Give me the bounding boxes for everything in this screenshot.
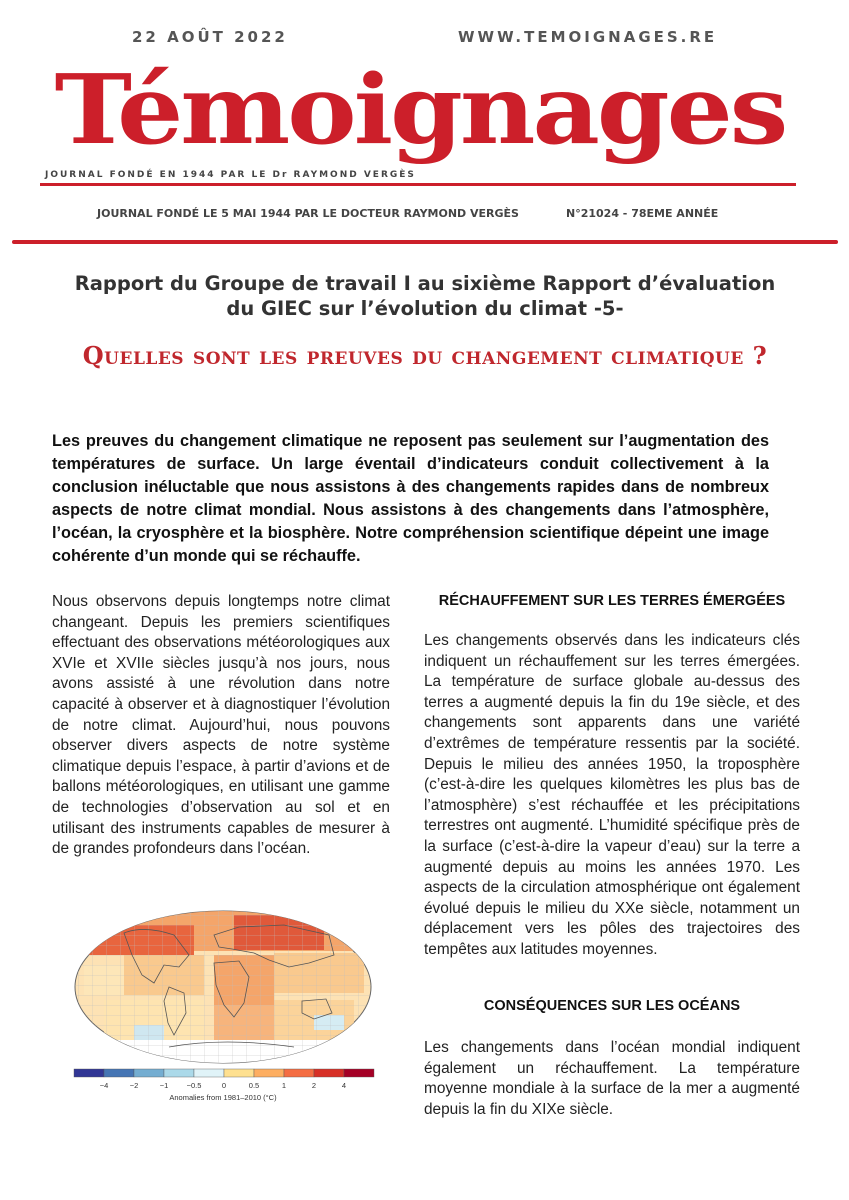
newspaper-logo: Témoignages [54, 52, 786, 166]
issue-number: N°21024 - 78EME ANNÉE [566, 207, 719, 220]
map-legend [74, 1069, 374, 1102]
legend-tick-label: −4 [99, 1081, 109, 1090]
legend-swatch [134, 1069, 164, 1077]
legend-tick-label: −0.5 [186, 1081, 202, 1090]
article-headline: Quelles sont les preuves du changement climatique ? [82, 341, 768, 370]
legend-swatch [344, 1069, 374, 1077]
left-column-text: Nous observons depuis longtemps notre climat changeant. Depuis les premiers scientifiques effectuant des observations météorologiques aux XVIe et XVIIe siècles jusqu’à nos jours, nous avons assisté à une révolution dans notre capacité à observer et à diagnostiquer l’évolution de notre climat. Aujourd’hui, nous pouvons observer divers aspects de notre système climatique depuis l’espace, à partir d’avions et de ballons météorologiques, en utilisant une gamme de technologies d’observation au sol et en utilisant des instruments capables de mesurer à de grandes profondeurs dans l’océan. [52, 593, 390, 858]
legend-swatch [104, 1069, 134, 1077]
legend-swatch [74, 1069, 104, 1077]
legend-swatch [194, 1069, 224, 1077]
section-text-land: Les changements observés dans les indicateurs clés indiquent un réchauffement sur les terres émergées. La température de surface globale au-dessus des terres a augmenté depuis la fin du 19e siècle, et des changements sont apparents dans une variété d’extrêmes de température ressentis par la société. Depuis le milieu des années 1950, la troposphère (c’est-à-dire les quelques kilomètres les plus bas de l’atmosphère) s’est réchauffée et les précipitations terrestres ont augmenté. L’humidité spécifique près de la surface (c’est-à-dire la vapeur d’eau) sur la terre a augmenté depuis au moins les années 1970. Les aspects de la circulation atmosphérique ont également évolué depuis le milieu du XXe siècle, notamment un déplacement vers les pôles des trajectoires des tempêtes aux latitudes moyennes. [424, 632, 800, 958]
founded-line: JOURNAL FONDÉ LE 5 MAI 1944 PAR LE DOCTEUR RAYMOND VERGÈS [97, 207, 519, 220]
article-intro: Les preuves du changement climatique ne reposent pas seulement sur l’augmentation des températures de surface. Un large éventail d’indicateurs conduit collectivement à la conclusion inéluctable que nous assistons à des changements rapides dans de nombreux aspects de notre climat mondial. Nous assistons à des changements dans l’atmosphère, l’océan, la cryosphère et la biosphère. Notre compréhension scientifique dépeint une image cohérente d’un monde qui se réchauffe. [52, 432, 769, 565]
legend-swatch [284, 1069, 314, 1077]
legend-tick-label: 0.5 [248, 1081, 260, 1090]
legend-caption: Anomalies from 1981–2010 (°C) [169, 1093, 277, 1102]
legend-swatch [224, 1069, 254, 1077]
section-heading-land: RÉCHAUFFEMENT SUR LES TERRES ÉMERGÉES [438, 593, 786, 609]
article-title: Rapport du Groupe de travail I au sixième Rapport d’évaluation du GIEC sur l’évolution du climat -5- [74, 272, 776, 320]
issue-date: 22 AOÛT 2022 [132, 28, 288, 46]
temperature-anomaly-map [64, 905, 382, 1110]
anomaly-cells [64, 905, 382, 1110]
website-url: WWW.TEMOIGNAGES.RE [458, 28, 718, 46]
legend-tick-label: 4 [341, 1081, 347, 1090]
logo-subtitle: JOURNAL FONDÉ EN 1944 PAR LE Dr RAYMOND VERGÈS [45, 170, 422, 180]
masthead [40, 52, 800, 190]
legend-tick-label: 0 [221, 1081, 227, 1090]
legend-tick-label: 2 [311, 1081, 317, 1090]
legend-tick-label: −2 [129, 1081, 139, 1090]
section-text-ocean: Les changements dans l’océan mondial indiquent également un réchauffement. La température moyenne mondiale à la surface de la mer a augmenté depuis la fin du XIXe siècle. [424, 1039, 800, 1118]
legend-tick-label: −1 [159, 1081, 169, 1090]
legend-tick-label: 1 [281, 1081, 287, 1090]
legend-swatch [254, 1069, 284, 1077]
legend-swatch [164, 1069, 194, 1077]
section-heading-ocean: CONSÉQUENCES SUR LES OCÉANS [483, 998, 741, 1014]
logo-underline [40, 183, 796, 186]
world-map-figure [64, 905, 382, 1110]
header-divider [12, 240, 838, 244]
legend-swatch [314, 1069, 344, 1077]
